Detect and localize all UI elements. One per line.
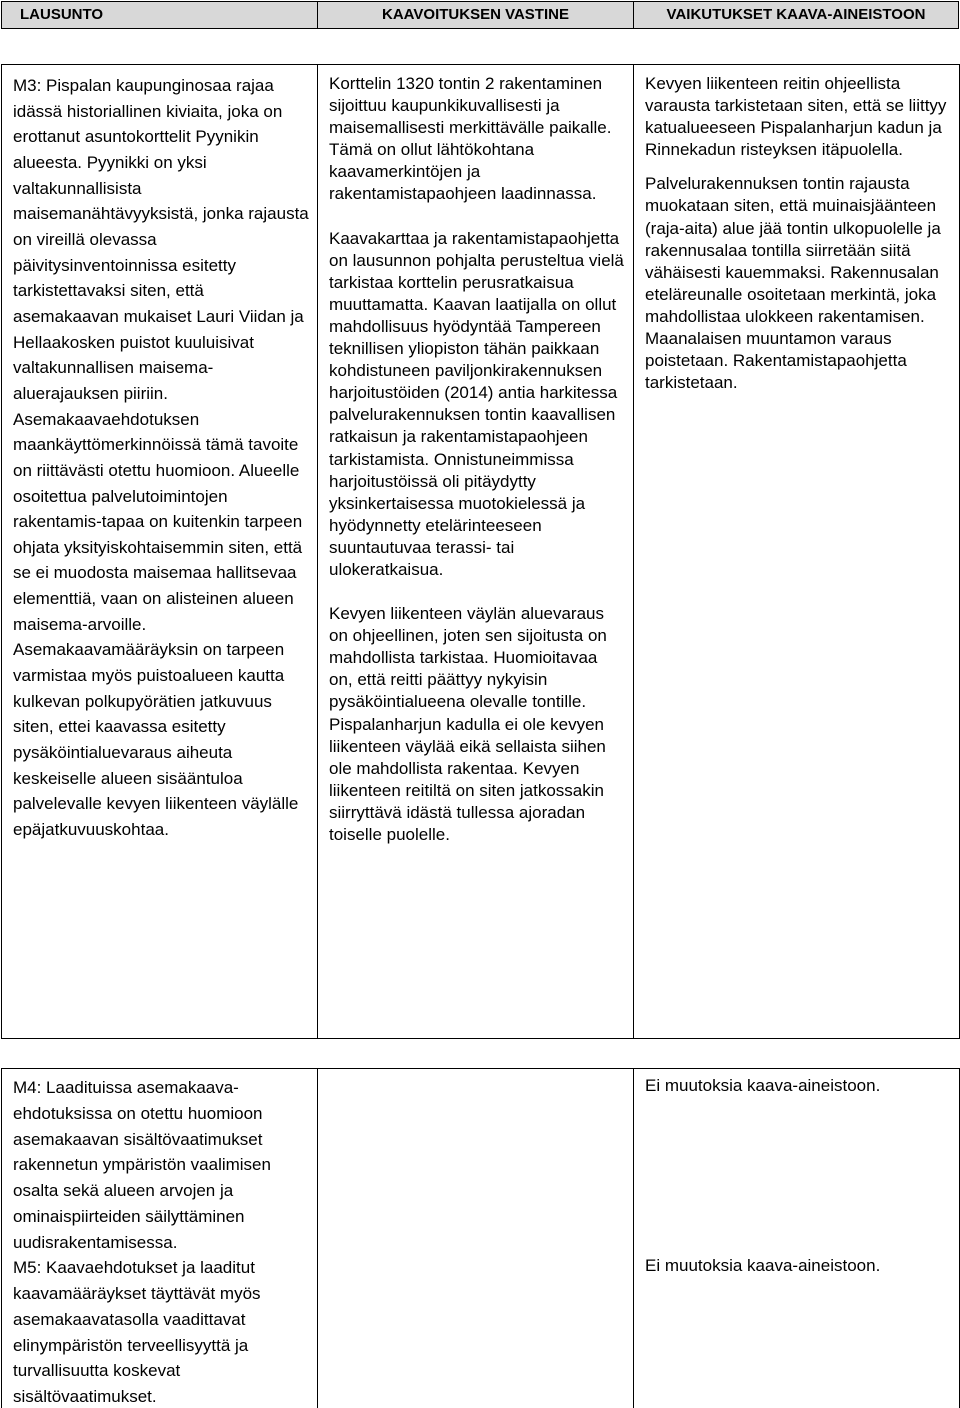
table-header-row	[1, 1, 959, 29]
vaikutukset-paragraph: Palvelurakennuksen tontin rajausta muokataan siten, että muinaisjäänteen (raja-aita) alue jää tontin ulkopuolelle ja rakennusalaa tontilla siirretään siitä vähäisesti kauemmaksi. Rakennusalan eteläreunalle osoitetaan merkintä, joka mahdollistaa ulokkeen rakentamisen. Maanalaisen muuntamon varaus poistetaan. Rakentamistapaohjetta tarkistetaan.	[645, 174, 941, 393]
vaikutukset-paragraph: Ei muutoksia kaava-aineistoon.	[645, 1076, 881, 1095]
statement-table	[1, 64, 960, 1408]
vaikutukset-cell	[634, 65, 960, 1039]
lausunto-m3-text: M3: Pispalan kaupunginosaa rajaa idässä historiallinen kiviaita, joka on erottanut asuntokorttelit Pyynikin alueesta. Pyynikki on yksi valtakunnallisista maisemanähtävyyksistä, jonka rajausta on vireillä olevassa päivitysinventoinnissa esitetty tarkistettavaksi siten, että asemakaavan mukaiset Lauri Viidan ja Hellaakosken puistot kuuluisivat valtakunnallisen maisema-aluerajauksen piiriin. Asemakaavaehdotuksen maankäyttömerkinnöissä tämä tavoite on riittävästi otettu huomioon. Alueelle osoitettua palvelutoimintojen rakentamis-tapaa on kuitenkin tarpeen ohjata yksityiskohtaisemmin siten, että se ei muodosta maisemaa hallitsevaa elementtiä, vaan on alisteinen alueen maisema-arvoille. Asemakaavamääräyksin on tarpeen varmistaa myös puistoalueen kautta kulkevan polkupyörätien jatkuvuus siten, ettei kaavassa esitetty pysäköintialuevaraus aiheuta keskeiselle alueen sisääntuloa palvelevalle kevyen liikenteen väylälle epäjatkuvuuskohtaa.	[13, 76, 309, 840]
table-row	[2, 65, 960, 1039]
vaikutukset-paragraph: Kevyen liikenteen reitin ohjeellista varausta tarkistetaan siten, että se liittyy katualueeseen Pispalanharjun kadun ja Rinnekadun risteyksen itäpuolella.	[645, 74, 947, 160]
lausunto-cell	[2, 65, 318, 1039]
table-row	[2, 1069, 960, 1408]
vastine-cell	[318, 1069, 634, 1408]
header-vaikutukset: VAIKUTUKSET KAAVA-AINEISTOON	[666, 6, 926, 23]
lausunto-m5-text: M5: Kaavaehdotukset ja laaditut kaavamääräykset täyttävät myös asemakaavatasolla vaadittavat elinympäristön terveellisyyttä ja turvallisuutta koskevat sisältövaatimukset.	[13, 1258, 261, 1406]
lausunto-cell	[2, 1069, 318, 1408]
vastine-cell	[318, 65, 634, 1039]
vastine-paragraph: Kaavakarttaa ja rakentamistapaohjetta on lausunnon pohjalta perusteltua vielä tarkistaa korttelin perusratkaisua muuttamatta. Kaavan laatijalla on ollut mahdollisuus hyödyntää Tampereen teknillisen yliopiston tähän paikkaan kohdistuneen paviljonkirakennuksen harjoitustöiden (2014) antia harkitessa palvelurakennuksen tontin kaavallisen ratkaisun ja rakentamistapaohjeen tarkistamista. Onnistuneimmissa harjoitustöissä oli pitäydytty yksinkertaisessa muotokielessä ja hyödynnetty etelärinteeseen suuntautuvaa terassi- tai ulokeratkaisua.	[329, 228, 624, 579]
header-vastine: KAAVOITUKSEN VASTINE	[318, 2, 634, 28]
vastine-paragraph: Korttelin 1320 tontin 2 rakentaminen sijoittuu kaupunkikuvallisesti ja maisemallisesti merkittävälle paikalle. Tämä on ollut lähtökohtana kaavamerkintöjen ja rakentamistapaohjeen laadinnassa.	[329, 74, 612, 204]
table-row-spacer	[2, 1039, 960, 1069]
vaikutukset-cell	[634, 1069, 960, 1408]
vastine-paragraph: Kevyen liikenteen väylän aluevaraus on ohjeellinen, joten sen sijoitusta on mahdollista tarkistaa. Huomioitavaa on, että reitti päättyy nykyisin pysäköintialueena olevalle tontille. Pispalanharjun kadulla ei ole kevyen liikenteen väylää eikä sellaista siihen ole mahdollista rakentaa. Kevyen liikenteen reitiltä on siten jatkossakin siirryttävä idästä tullessa ajoradan toiselle puolelle.	[329, 604, 607, 844]
vaikutukset-paragraph: Ei muutoksia kaava-aineistoon.	[645, 1256, 881, 1275]
lausunto-m4-text: M4: Laadituissa asemakaava-ehdotuksissa on otettu huomioon asemakaavan sisältövaatimukset rakennetun ympäristön vaalimisen osalta sekä alueen arvojen ja ominaispiirteiden säilyttäminen uudisrakentamisessa.	[13, 1078, 271, 1252]
header-lausunto: LAUSUNTO	[2, 2, 318, 28]
